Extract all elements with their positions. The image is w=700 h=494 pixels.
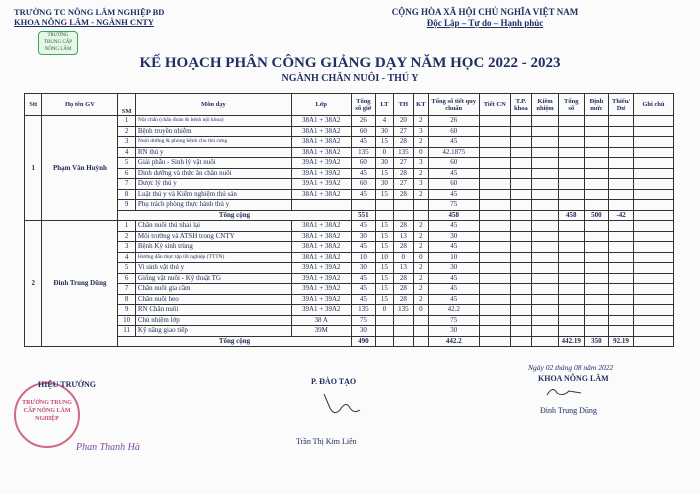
cell-class: 38 A [291,315,351,326]
cell-total: 30 [351,231,376,242]
total-thieu-du: -42 [609,210,634,221]
th-th: TH [393,94,414,116]
cell-kt: 2 [414,263,428,274]
training-name: Trần Thị Kim Liên [296,437,357,446]
cell-kt: 3 [414,158,428,169]
dept-title: KHOA NÔNG LÂM [538,374,609,383]
table-row [25,263,674,274]
training-title: P. ĐÀO TẠO [311,377,357,386]
cell-std: 75 [428,315,479,326]
cell-lt: 30 [376,158,393,169]
cell-total: 26 [351,116,376,127]
cell-subject: Môi trường và ATSH trong CNTY [135,231,291,242]
cell-subject: Chăn nuôi heo [135,294,291,305]
th-sm: SM [118,94,135,116]
cell-class: 39A1 + 39A2 [291,168,351,179]
cell-kt: 2 [414,273,428,284]
cell-kt: 2 [414,294,428,305]
th-kt: KT [414,94,428,116]
cell-lt: 4 [376,116,393,127]
cell-subject: Vi sinh vật thú y [135,263,291,274]
cell-std: 30 [428,263,479,274]
dept-name: Đinh Trung Dũng [540,406,597,415]
total-thieu-du: 92.19 [609,336,634,347]
total-row [25,210,674,221]
th-dinh-muc: Định mức [584,94,609,116]
cell-th: 27 [393,158,414,169]
cell-kt: 2 [414,242,428,253]
cell-std: 45 [428,137,479,148]
cell-class: 39M [291,326,351,337]
cell-th: 28 [393,273,414,284]
cell-std: 10 [428,252,479,263]
table-row [25,284,674,295]
th-kiem-nhiem: Kiêm nhiệm [532,94,559,116]
total-dinh-muc: 350 [584,336,609,347]
cell-lt: 15 [376,263,393,274]
cell-kt: 2 [414,116,428,127]
cell-total: 45 [351,284,376,295]
cell-sm: 10 [118,315,135,326]
cell-kt: 3 [414,126,428,137]
cell-lt: 0 [376,305,393,316]
table-row [25,116,674,127]
cell-lt: 15 [376,294,393,305]
cell-th: 27 [393,126,414,137]
cell-std: 30 [428,326,479,337]
cell-sm: 6 [118,168,135,179]
cell-th: 13 [393,231,414,242]
cell-total: 60 [351,179,376,190]
cell-lt: 15 [376,242,393,253]
cell-subject: Dinh dưỡng và thức ăn chăn nuôi [135,168,291,179]
cell-total: 10 [351,252,376,263]
cell-kt: 2 [414,189,428,200]
cell-total: 30 [351,326,376,337]
cell-kt: 2 [414,284,428,295]
table-row [25,231,674,242]
cell-lt: 0 [376,147,393,158]
cell-th: 13 [393,263,414,274]
cell-lt: 15 [376,273,393,284]
table-row [25,137,674,148]
cell-lt: 30 [376,179,393,190]
dept-signature [545,385,585,399]
principal-title: HIỆU TRƯỞNG [38,380,97,389]
cell-th [393,326,414,337]
cell-std: 45 [428,294,479,305]
th-std-hours: Tổng số tiết quy chuẩn [428,94,479,116]
cell-sm: 2 [118,231,135,242]
cell-total [351,200,376,211]
cell-class: 38A1 + 38A2 [291,126,351,137]
cell-subject: Luật thú y và Kiểm nghiệm thú sản [135,189,291,200]
cell-kt: 2 [414,168,428,179]
cell-sm: 4 [118,252,135,263]
table-row [25,179,674,190]
cell-class: 38A1 + 38A2 [291,116,351,127]
cell-total: 45 [351,137,376,148]
country-name: CỘNG HÒA XÃ HỘI CHỦ NGHĨA VIỆT NAM [391,7,579,17]
cell-class: 38A1 + 38A2 [291,137,351,148]
cell-lt [376,200,393,211]
cell-std: 60 [428,158,479,169]
cell-lt: 15 [376,231,393,242]
cell-subject: Giải phẫu - Sinh lý vật nuôi [135,158,291,169]
cell-th: 27 [393,179,414,190]
table-row [25,326,674,337]
total-std: 458 [428,210,479,221]
cell-sm: 11 [118,326,135,337]
cell-kt: 0 [414,147,428,158]
cell-class: 38A1 + 38A2 [291,189,351,200]
table-row [25,126,674,137]
cell-sm: 5 [118,263,135,274]
total-std: 442.2 [428,336,479,347]
cell-th [393,200,414,211]
cell-subject: Phụ trách phòng thực hành thú y [135,200,291,211]
cell-std: 45 [428,242,479,253]
cell-total: 135 [351,305,376,316]
motto: Độc Lập – Tự do – Hạnh phúc [426,18,544,28]
school-name: TRƯỜNG TC NÔNG LÂM NGHIỆP BD [14,7,165,17]
cell-class: 38A1 + 38A2 [291,231,351,242]
th-subject: Môn dạy [135,94,291,116]
table-row [25,252,674,263]
total-label: Tổng cộng [118,336,351,347]
cell-sm: 6 [118,273,135,284]
th-total-hours: Tổng số giờ [351,94,376,116]
cell-kt: 2 [414,137,428,148]
cell-sm: 7 [118,179,135,190]
row-teacher: Phạm Văn Huỳnh [42,116,118,221]
cell-kt [414,315,428,326]
row-stt: 2 [25,221,42,347]
cell-std: 75 [428,200,479,211]
cell-lt: 30 [376,126,393,137]
cell-subject: Dược lý thú y [135,179,291,190]
cell-sm: 4 [118,147,135,158]
cell-subject: Chăn nuôi thú nhai lại [135,221,291,232]
cell-class: 38A1 + 38A2 [291,252,351,263]
cell-subject: Kỹ năng giao tiếp [135,326,291,337]
th-stt: Stt [25,94,42,116]
cell-std: 45 [428,273,479,284]
cell-kt: 2 [414,221,428,232]
table-row [25,294,674,305]
cell-kt: 0 [414,252,428,263]
total-label: Tổng cộng [118,210,351,221]
cell-sm: 5 [118,158,135,169]
cell-th: 135 [393,147,414,158]
cell-subject: Nuôi dưỡng & phòng bệnh cho thú cưng [135,137,291,148]
cell-th: 0 [393,252,414,263]
table-row [25,168,674,179]
cell-std: 45 [428,221,479,232]
table-row [25,189,674,200]
table-row [25,158,674,169]
th-thieu-du: Thiếu/ Dư [609,94,634,116]
cell-total: 45 [351,189,376,200]
cell-class: 39A1 + 39A2 [291,305,351,316]
table-row [25,242,674,253]
table-row [25,315,674,326]
cell-class: 39A1 + 39A2 [291,158,351,169]
table-row [25,273,674,284]
table-row [25,147,674,158]
cell-subject: Bệnh Ký sinh trùng [135,242,291,253]
row-teacher: Đinh Trung Dũng [42,221,118,347]
cell-sm: 2 [118,126,135,137]
principal-signature-name: Phan Thanh Hà [76,442,140,453]
cell-th: 28 [393,221,414,232]
cell-sm: 3 [118,242,135,253]
cell-subject: Bệnh truyền nhiễm [135,126,291,137]
cell-subject: RN thú y [135,147,291,158]
cell-total: 135 [351,147,376,158]
school-logo: TRƯỜNG TRUNG CẤP NÔNG LÂM [38,31,78,55]
cell-subject: Chăn nuôi gia cầm [135,284,291,295]
school-header [14,7,164,27]
cell-class: 38A1 + 38A2 [291,242,351,253]
cell-subject: Giống vật nuôi - Kỹ thuật TG [135,273,291,284]
total-hours: 490 [351,336,376,347]
cell-class [291,200,351,211]
total-tong-so: 458 [558,210,584,221]
cell-lt: 15 [376,284,393,295]
cell-sm: 9 [118,305,135,316]
cell-lt: 15 [376,189,393,200]
cell-th: 28 [393,294,414,305]
cell-class: 39A1 + 39A2 [291,179,351,190]
cell-sm: 9 [118,200,135,211]
page-title: KẾ HOẠCH PHÂN CÔNG GIẢNG DẠY NĂM HỌC 2022 - 2023 [139,55,561,71]
cell-kt: 0 [414,305,428,316]
cell-class: 38A1 + 38A2 [291,147,351,158]
cell-lt: 15 [376,137,393,148]
cell-std: 60 [428,179,479,190]
table-row [25,221,674,232]
total-hours: 551 [351,210,376,221]
cell-sm: 3 [118,137,135,148]
cell-total: 30 [351,263,376,274]
cell-subject: RN Chăn nuôi [135,305,291,316]
cell-th: 28 [393,137,414,148]
cell-total: 60 [351,158,376,169]
national-header [335,7,635,29]
cell-total: 60 [351,126,376,137]
th-tong-so: Tổng số [558,94,584,116]
th-class: Lớp [291,94,351,116]
cell-sm: 1 [118,116,135,127]
total-row [25,336,674,347]
cell-class: 39A1 + 39A2 [291,263,351,274]
training-signature [320,392,370,418]
cell-th: 20 [393,116,414,127]
cell-total: 75 [351,315,376,326]
cell-std: 60 [428,126,479,137]
cell-class: 39A1 + 39A2 [291,284,351,295]
cell-sm: 8 [118,294,135,305]
cell-total: 45 [351,294,376,305]
row-stt: 1 [25,116,42,221]
cell-std: 45 [428,189,479,200]
cell-th: 28 [393,168,414,179]
cell-std: 45 [428,168,479,179]
cell-std: 45 [428,284,479,295]
cell-sm: 7 [118,284,135,295]
th-ghi-chu: Ghi chú [633,94,673,116]
cell-lt: 15 [376,168,393,179]
cell-subject: Nội chẩn (chẩn đoán & bệnh nội khoa) [135,116,291,127]
th-cn: Tiết CN [479,94,510,116]
th-lt: LT [376,94,393,116]
cell-total: 45 [351,273,376,284]
cell-sm: 1 [118,221,135,232]
cell-class: 38A1 + 38A2 [291,221,351,232]
cell-total: 45 [351,221,376,232]
cell-kt [414,326,428,337]
total-tong-so: 442.19 [558,336,584,347]
th-teacher: Họ tên GV [42,94,118,116]
cell-std: 26 [428,116,479,127]
table-row [25,305,674,316]
cell-lt: 15 [376,221,393,232]
cell-std: 42.1875 [428,147,479,158]
cell-class: 39A1 + 39A2 [291,273,351,284]
cell-kt: 3 [414,179,428,190]
cell-std: 42.2 [428,305,479,316]
teaching-plan-table [24,93,674,347]
cell-std: 30 [428,231,479,242]
school-stamp: TRƯỜNG TRUNG CẤP NÔNG LÂM NGHIỆP [14,382,80,448]
cell-subject: Hướng dẫn thực tập tốt nghiệp (TTTN) [135,252,291,263]
cell-th: 28 [393,284,414,295]
cell-lt [376,315,393,326]
cell-class: 39A1 + 39A2 [291,294,351,305]
cell-th: 28 [393,242,414,253]
cell-lt [376,326,393,337]
cell-total: 45 [351,242,376,253]
cell-kt [414,200,428,211]
cell-kt: 2 [414,231,428,242]
page-subtitle: NGÀNH CHĂN NUÔI - THÚ Y [281,73,419,84]
total-dinh-muc: 500 [584,210,609,221]
cell-sm: 8 [118,189,135,200]
cell-subject: Chủ nhiệm lớp [135,315,291,326]
cell-lt: 10 [376,252,393,263]
cell-th: 28 [393,189,414,200]
th-tp-khoa: T.P. khoa [510,94,532,116]
table-row [25,200,674,211]
cell-th [393,315,414,326]
cell-total: 45 [351,168,376,179]
sign-date: Ngày 02 tháng 08 năm 2022 [528,363,614,372]
cell-th: 135 [393,305,414,316]
department-name: KHOA NÔNG LÂM - NGÀNH CNTY [14,17,155,27]
